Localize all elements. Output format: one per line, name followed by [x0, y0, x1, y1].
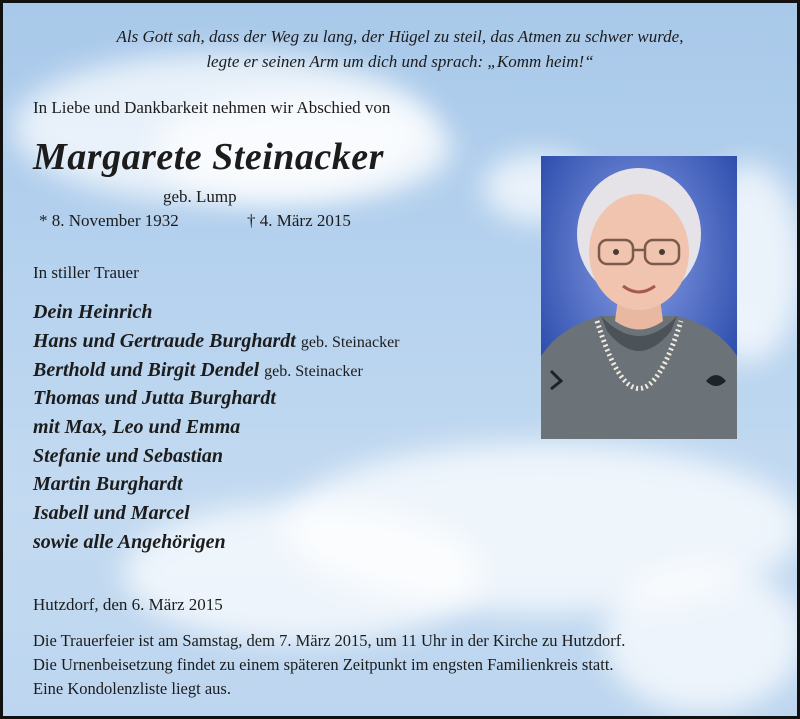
- mourner-name: Isabell und Marcel: [33, 502, 190, 524]
- mourner-name: mit Max, Leo und Emma: [33, 416, 241, 438]
- deceased-name: Margarete Steinacker: [33, 136, 384, 178]
- mourner-name: Stefanie und Sebastian: [33, 445, 224, 467]
- mourner-line: [33, 387, 276, 410]
- mourner-line: [33, 531, 226, 554]
- quote-line-1: Als Gott sah, dass der Weg zu lang, der Hügel zu steil, das Atmen zu schwer wurde,: [116, 27, 684, 46]
- mourner-name: Thomas und Jutta Burghardt: [33, 387, 276, 409]
- mourner-line: [33, 502, 190, 525]
- mourning-heading: In stiller Trauer: [33, 263, 139, 282]
- mourner-line: [33, 301, 152, 324]
- mourner-name: Martin Burghardt: [33, 473, 183, 495]
- mourner-note: geb. Steinacker: [300, 334, 400, 351]
- place-date: Hutzdorf, den 6. März 2015: [33, 595, 223, 614]
- portrait-illustration: [541, 156, 737, 439]
- portrait-photo: [541, 156, 737, 439]
- mourner-name: sowie alle Angehörigen: [33, 531, 226, 553]
- info-line: Die Urnenbeisetzung findet zu einem späteren Zeitpunkt im engsten Familienkreis statt.: [33, 655, 614, 674]
- intro-text: In Liebe und Dankbarkeit nehmen wir Abschied von: [33, 98, 391, 117]
- mourner-note: geb. Steinacker: [264, 363, 363, 380]
- birth-name: geb. Lump: [163, 187, 237, 206]
- mourner-name: Dein Heinrich: [33, 301, 153, 323]
- death-date: † 4. März 2015: [247, 211, 351, 230]
- mourner-line: [33, 359, 363, 382]
- birth-date: * 8. November 1932: [39, 211, 179, 230]
- mourner-line: [33, 445, 223, 468]
- info-line: Eine Kondolenzliste liegt aus.: [33, 679, 231, 698]
- mourner-name: Hans und Gertraude Burghardt: [33, 330, 296, 352]
- mourner-name: Berthold und Birgit Dendel: [33, 359, 260, 381]
- cloud: [603, 563, 800, 713]
- quote-line-2: legte er seinen Arm um dich und sprach: „Komm heim!“: [206, 52, 594, 71]
- mourner-line: [33, 416, 240, 439]
- mourner-line: [33, 473, 183, 496]
- info-line: Die Trauerfeier ist am Samstag, dem 7. März 2015, um 11 Uhr in der Kirche zu Hutzdorf.: [33, 631, 626, 650]
- mourner-line: [33, 330, 400, 353]
